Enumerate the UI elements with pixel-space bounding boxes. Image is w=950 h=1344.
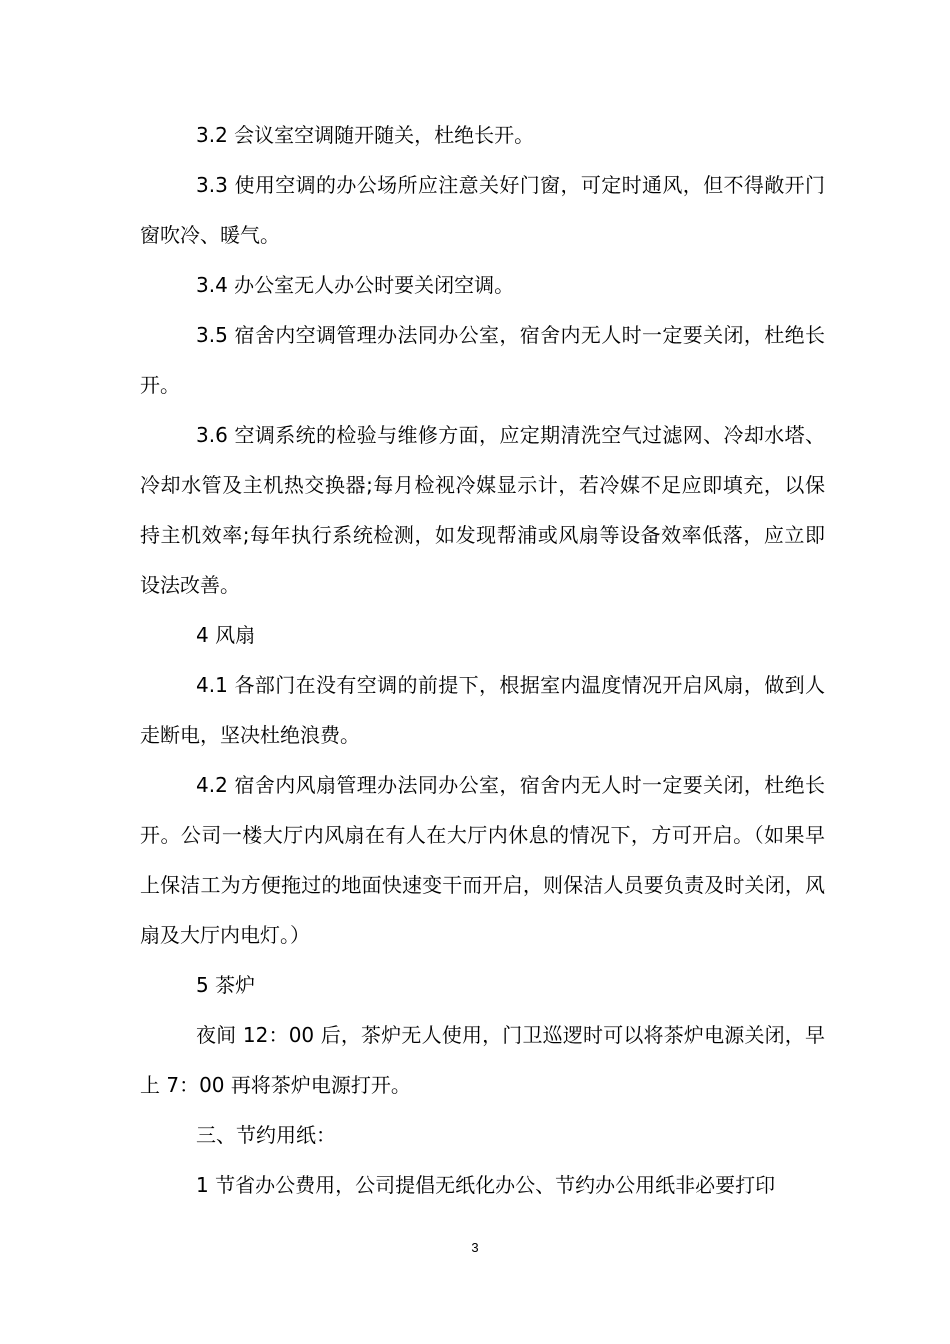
paragraph-3-5: 3.5 宿舍内空调管理办法同办公室，宿舍内无人时一定要关闭，杜绝长开。 [140,323,825,397]
paragraph-3-2: 3.2 会议室空调随开随关，杜绝长开。 [196,123,535,147]
section-heading-save-paper: 三、节约用纸： [196,1123,336,1147]
paragraph-3-4: 3.4 办公室无人办公时要关闭空调。 [196,273,515,297]
page-number: 3 [471,1240,479,1255]
paragraph-3-3: 3.3 使用空调的办公场所应注意关好门窗，可定时通风，但不得敞开门窗吹冷、暖气。 [140,173,825,247]
paragraph-tea-boiler: 夜间 12：00 后，茶炉无人使用，门卫巡逻时可以将茶炉电源关闭，早上 7：00 再将茶炉电源打开。 [140,1023,825,1097]
section-heading-tea-boiler: 5 茶炉 [196,973,256,997]
section-heading-fans: 4 风扇 [196,623,256,647]
body-text [140,110,825,1210]
paragraph-4-2: 4.2 宿舍内风扇管理办法同办公室，宿舍内无人时一定要关闭，杜绝长开。公司一楼大厅内风扇在有人在大厅内休息的情况下，方可开启。（如果早上保洁工为方便拖过的地面快速变干而开启，则保洁人员要负责及时关闭，风扇及大厅内电灯。） [140,773,825,947]
paragraph-3-6: 3.6 空调系统的检验与维修方面，应定期清洗空气过滤网、冷却水塔、冷却水管及主机热交换器;每月检视冷媒显示计，若冷媒不足应即填充，以保持主机效率;每年执行系统检测，如发现帮浦或风扇等设备效率低落，应立即设法改善。 [140,423,825,597]
paragraph-paper-1: 1 节省办公费用，公司提倡无纸化办公、节约办公用纸非必要打印 [196,1173,776,1197]
paragraph-4-1: 4.1 各部门在没有空调的前提下，根据室内温度情况开启风扇，做到人走断电，坚决杜绝浪费。 [140,673,825,747]
